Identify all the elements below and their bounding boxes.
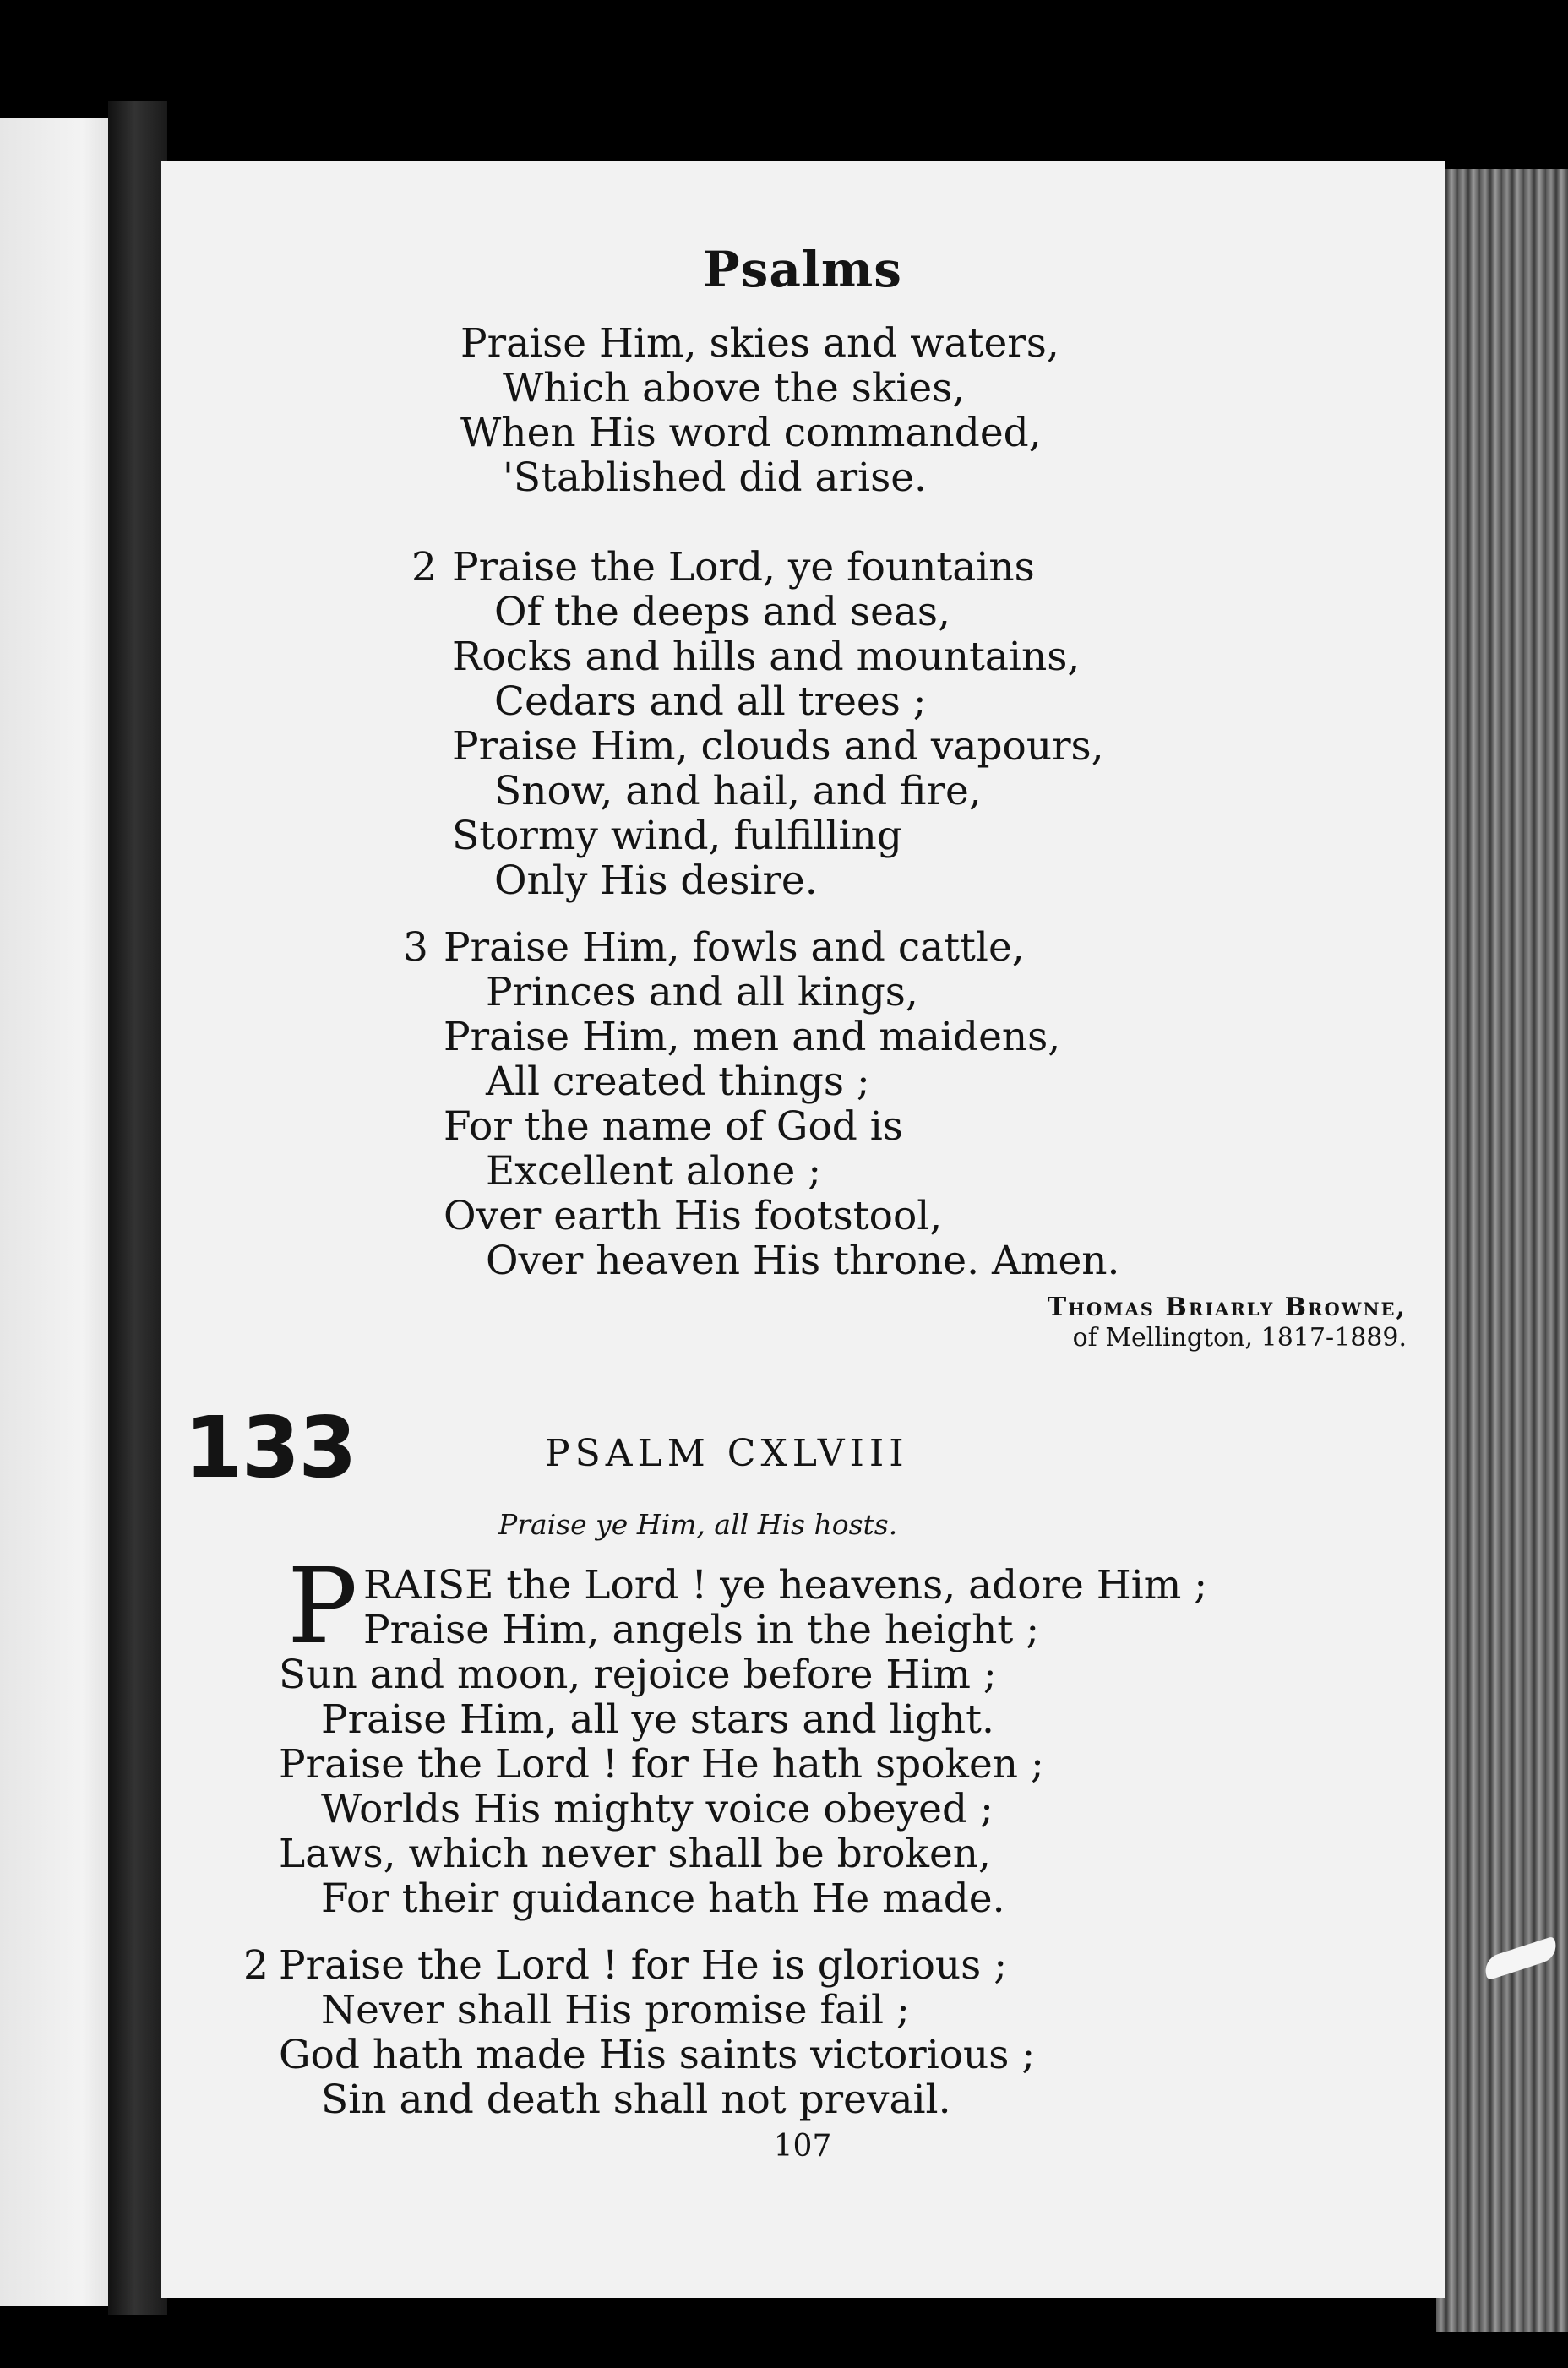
stanza-number: 3	[403, 924, 428, 971]
verse-line: Praise Him, fowls and cattle,	[444, 924, 1025, 971]
stanza-number: 2	[411, 544, 437, 591]
stanza-132-2	[411, 544, 1104, 904]
verse-line: When His word commanded,	[460, 410, 1042, 456]
verse-line: Praise Him, clouds and vapours,	[452, 723, 1104, 770]
verse-line: Praise the Lord ! for He hath spoken ;	[279, 1741, 1044, 1788]
verse-line: Never shall His promise fail ;	[321, 1987, 910, 2033]
hymn-number: 133	[184, 1398, 356, 1497]
verse-line: Laws, which never shall be broken,	[279, 1831, 991, 1877]
hymn-subtitle: Praise ye Him, all His hosts.	[498, 1508, 898, 1541]
hymn-title: PSALM CXLVIII	[545, 1432, 909, 1475]
verse-line: RAISE the Lord ! ye heavens, adore Him ;	[363, 1562, 1208, 1609]
author-name: Thomas Briarly Browne,	[1047, 1293, 1407, 1322]
running-header: Psalms	[703, 241, 902, 298]
verse-line: Princes and all kings,	[486, 969, 918, 1015]
verse-line: Praise Him, all ye stars and light.	[321, 1696, 994, 1743]
verse-line: Over heaven His throne. Amen.	[486, 1238, 1120, 1284]
verse-line: Praise Him, men and maidens,	[444, 1014, 1061, 1060]
verse-line: Over earth His footstool,	[444, 1193, 943, 1239]
verse-line: Only His desire.	[494, 857, 818, 904]
verse-line: Praise Him, angels in the height ;	[363, 1607, 1040, 1653]
stanza-133-1-rest	[279, 1652, 1044, 1921]
verse-line: Praise the Lord ! for He is glorious ;	[279, 1942, 1008, 1989]
verse-line: Praise Him, skies and waters,	[460, 320, 1059, 367]
page-stack-edge	[1436, 169, 1568, 2332]
verse-line: Excellent alone ;	[486, 1148, 822, 1195]
stanza-132-3	[403, 924, 1120, 1284]
verse-line: Cedars and all trees ;	[494, 678, 927, 725]
verse-line: Of the deeps and seas,	[494, 589, 950, 635]
page-number: 107	[773, 2129, 832, 2164]
verse-line: Which above the skies,	[503, 365, 966, 411]
verse-line: God hath made His saints victorious ;	[279, 2032, 1036, 2078]
facing-page-edge	[0, 118, 118, 2306]
stanza-133-1	[363, 1563, 1207, 1652]
author-detail: of Mellington, 1817-1889.	[1072, 1323, 1407, 1353]
verse-line: Sin and death shall not prevail.	[321, 2077, 951, 2123]
stanza-number: 2	[243, 1942, 269, 1989]
book-gutter	[108, 101, 167, 2315]
verse-line: Worlds His mighty voice obeyed ;	[321, 1786, 994, 1832]
verse-line: 'Stablished did arise.	[503, 455, 927, 501]
verse-line: Sun and moon, rejoice before Him ;	[279, 1652, 997, 1698]
hymnal-page	[161, 161, 1445, 2298]
author-attribution	[815, 1293, 1407, 1353]
stanza-132-1	[460, 321, 1059, 500]
stanza-133-2	[243, 1942, 1036, 2123]
verse-line: Snow, and hail, and fire,	[494, 768, 982, 814]
drop-cap: P	[287, 1546, 358, 1668]
verse-line: For the name of God is	[444, 1103, 903, 1150]
verse-line: Rocks and hills and mountains,	[452, 634, 1081, 680]
verse-line: Praise the Lord, ye fountains	[452, 544, 1035, 591]
verse-line: All created things ;	[486, 1059, 870, 1105]
verse-line: Stormy wind, fulfilling	[452, 813, 902, 859]
verse-line: For their guidance hath He made.	[321, 1875, 1005, 1922]
